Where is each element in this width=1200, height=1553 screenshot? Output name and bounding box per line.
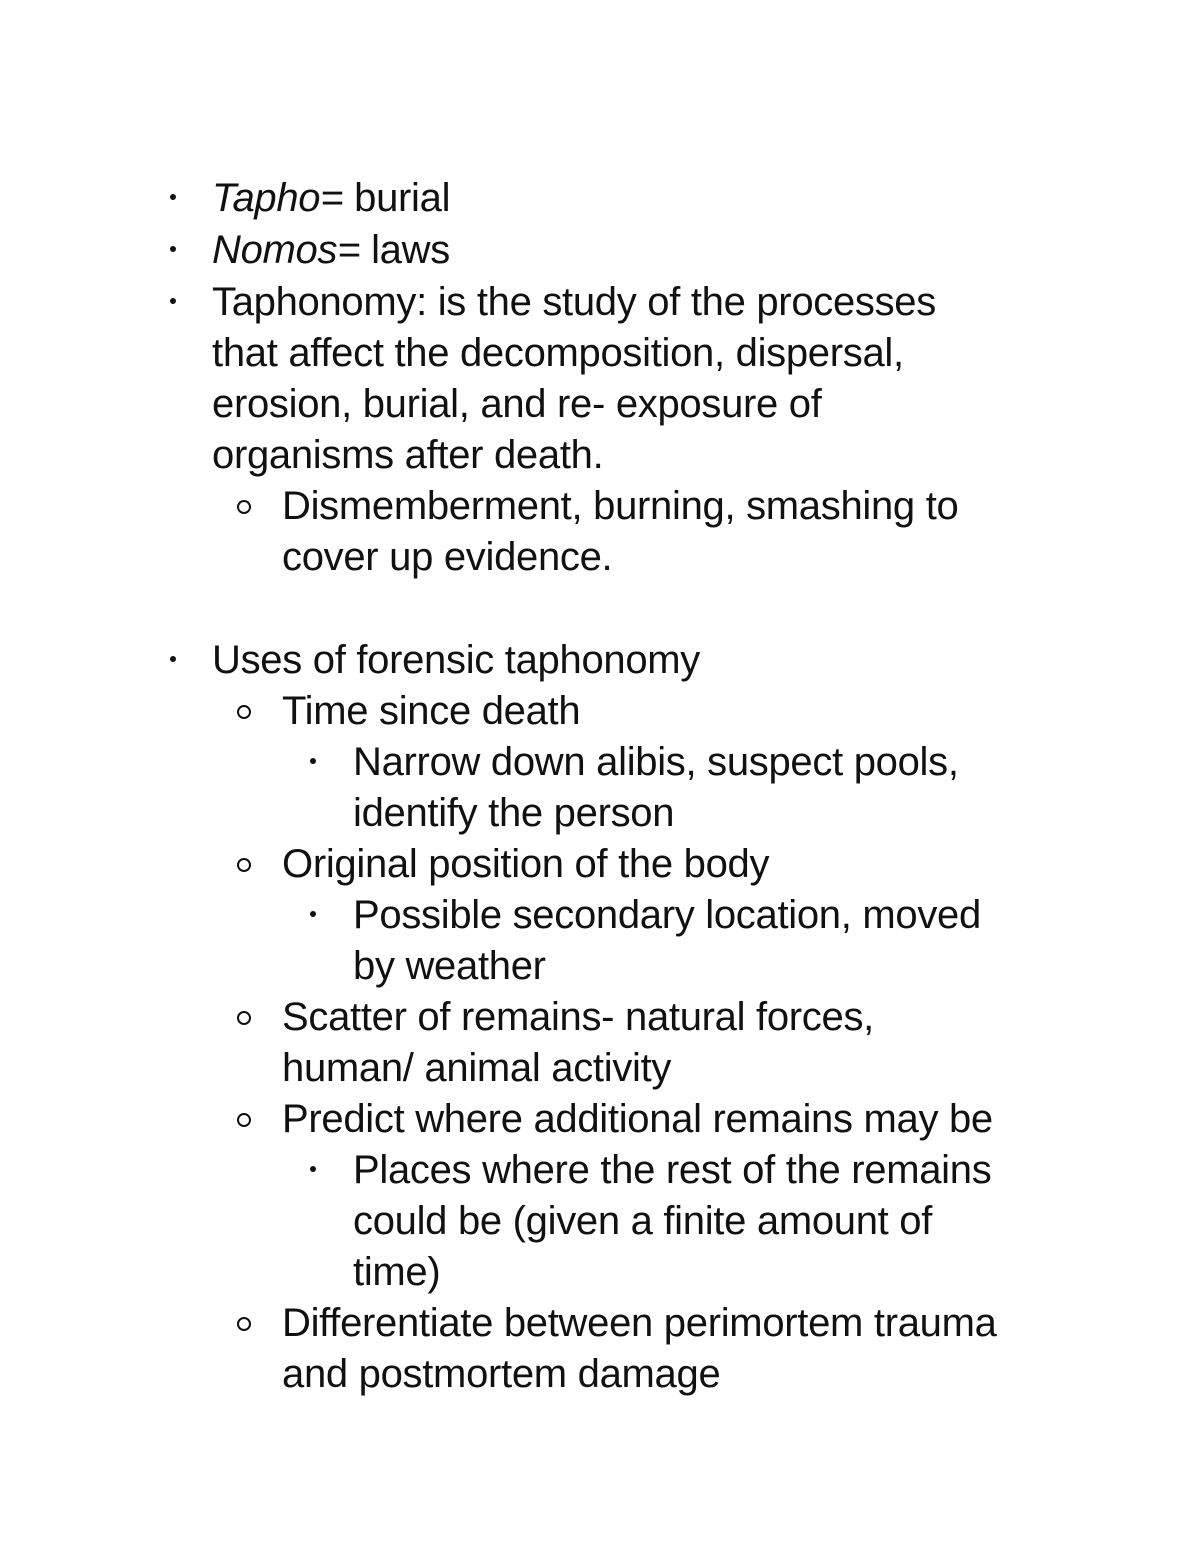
sub-list-item: Original position of the body [282, 842, 770, 886]
bullet-marker [310, 911, 316, 917]
definition-nomos: laws [360, 228, 450, 272]
sub-list-item: cover up evidence. [282, 535, 613, 579]
bullet-marker [170, 656, 176, 662]
sub-list-item: Predict where additional remains may be [282, 1097, 993, 1141]
sub-sub-list-item: Possible secondary location, moved [353, 893, 981, 937]
taphonomy-definition-line: that affect the decomposition, dispersal, [212, 331, 904, 375]
circle-bullet-marker [237, 500, 251, 514]
sub-list-item: Time since death [282, 689, 581, 733]
sub-list-item: Dismemberment, burning, smashing to [282, 484, 959, 528]
sub-sub-list-item: by weather [353, 944, 546, 988]
term-tapho: Tapho= [212, 176, 344, 220]
taphonomy-definition-line: organisms after death. [212, 433, 604, 477]
sub-sub-list-item: Narrow down alibis, suspect pools, [353, 740, 959, 784]
circle-bullet-marker [237, 1011, 251, 1025]
sub-sub-list-item: time) [353, 1250, 441, 1294]
sub-list-item: human/ animal activity [282, 1046, 672, 1090]
term-nomos: Nomos= [212, 228, 361, 272]
bullet-marker [170, 246, 176, 252]
bullet-marker [170, 298, 176, 304]
circle-bullet-marker [237, 705, 251, 719]
sub-sub-list-item: identify the person [353, 791, 675, 835]
sub-list-item: Scatter of remains- natural forces, [282, 995, 874, 1039]
bullet-marker [310, 758, 316, 764]
circle-bullet-marker [237, 1317, 251, 1331]
circle-bullet-marker [237, 1113, 251, 1127]
circle-bullet-marker [237, 858, 251, 872]
sub-sub-list-item: Places where the rest of the remains [353, 1148, 992, 1192]
sub-sub-list-item: could be (given a finite amount of [353, 1199, 933, 1243]
definition-tapho: burial [343, 176, 451, 220]
bullet-marker [170, 194, 176, 200]
taphonomy-definition-line: Taphonomy: is the study of the processes [212, 280, 936, 324]
section-heading: Uses of forensic taphonomy [212, 638, 701, 682]
bullet-marker [310, 1166, 316, 1172]
taphonomy-definition-line: erosion, burial, and re- exposure of [212, 382, 822, 426]
list-item [212, 172, 450, 224]
list-item [212, 224, 450, 276]
sub-list-item: and postmortem damage [282, 1352, 721, 1396]
sub-list-item: Differentiate between perimortem trauma [282, 1301, 997, 1345]
